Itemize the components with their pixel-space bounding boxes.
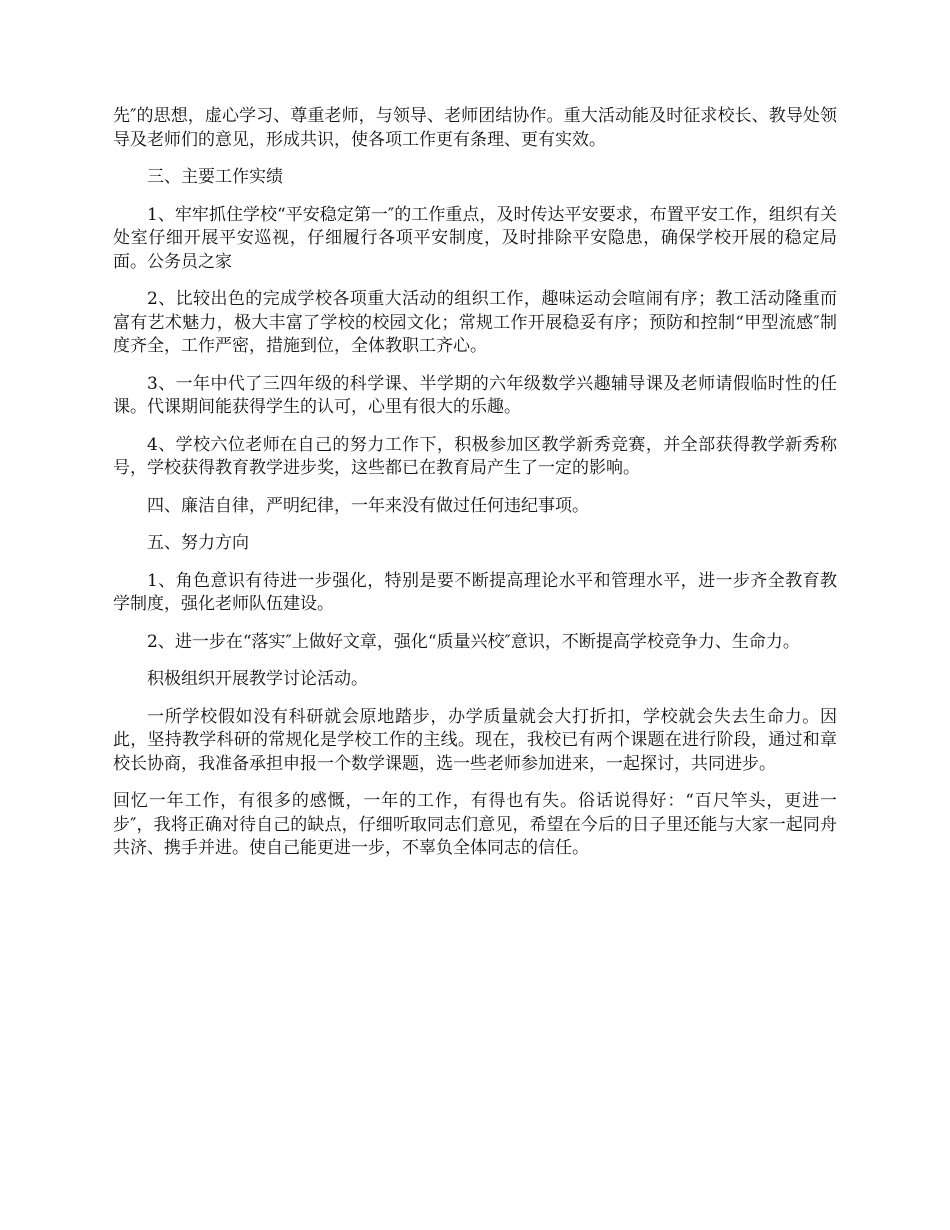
paragraph-conclusion: 回忆一年工作，有很多的感慨，一年的工作，有得也有失。俗话说得好：“百尺竿头，更进一步″，我将正确对待自己的缺点，仔细听取同志们意见，希望在今后的日子里还能与大家一起同舟共济、携手并进。使自己能更进一步，不辜负全体同志的信任。 xyxy=(113,791,837,858)
paragraph-research: 一所学校假如没有科研就会原地踏步，办学质量就会大打折扣，学校就会失去生命力。因此，坚持教学科研的常规化是学校工作的主线。现在，我校已有两个课题在进行阶段，通过和章校长协商，我准备承担申报一个数学课题，选一些老师参加进来，一起探讨，共同进步。 xyxy=(113,706,837,774)
paragraph-achievement-2: 2、比较出色的完成学校各项重大活动的组织工作，趣味运动会喧闹有序；教工活动隆重而富有艺术魅力，极大丰富了学校的校园文化；常规工作开展稳妥有序；预防和控制“甲型流感″制度齐全，工作严密，措施到位，全体教职工齐心。 xyxy=(113,289,837,356)
paragraph-direction-1: 1、角色意识有待进一步强化，特别是要不断提高理论水平和管理水平，进一步齐全教育教学制度，强化老师队伍建设。 xyxy=(113,570,837,614)
document-body xyxy=(113,105,837,875)
paragraph-achievement-3: 3、一年中代了三四年级的科学课、半学期的六年级数学兴趣辅导课及老师请假临时性的任课。代课期间能获得学生的认可，心里有很大的乐趣。 xyxy=(113,373,837,417)
paragraph-teaching-discussion: 积极组织开展教学讨论活动。 xyxy=(147,669,368,689)
paragraph-continuation: 先″的思想，虚心学习、尊重老师，与领导、老师团结协作。重大活动能及时征求校长、教导处领导及老师们的意见，形成共识，使各项工作更有条理、更有实效。 xyxy=(113,106,837,150)
heading-future-direction: 五、努力方向 xyxy=(147,533,249,553)
heading-integrity: 四、廉洁自律，严明纪律，一年来没有做过任何违纪事项。 xyxy=(147,495,589,516)
paragraph-achievement-1: 1、牢牢抓住学校“平安稳定第一″的工作重点，及时传达平安要求，布置平安工作，组织有关处室仔细开展平安巡视，仔细履行各项平安制度，及时排除平安隐患，确保学校开展的稳定局面。公务员之家 xyxy=(113,204,837,272)
paragraph-achievement-4: 4、学校六位老师在自己的努力工作下，积极参加区教学新秀竞赛，并全部获得教学新秀称号，学校获得教育教学进步奖，这些都已在教育局产生了一定的影响。 xyxy=(113,434,837,478)
heading-main-achievements: 三、主要工作实绩 xyxy=(147,167,283,187)
paragraph-direction-2: 2、进一步在“落实″上做好文章，强化“质量兴校″意识，不断提高学校竞争力、生命力。 xyxy=(147,631,800,652)
